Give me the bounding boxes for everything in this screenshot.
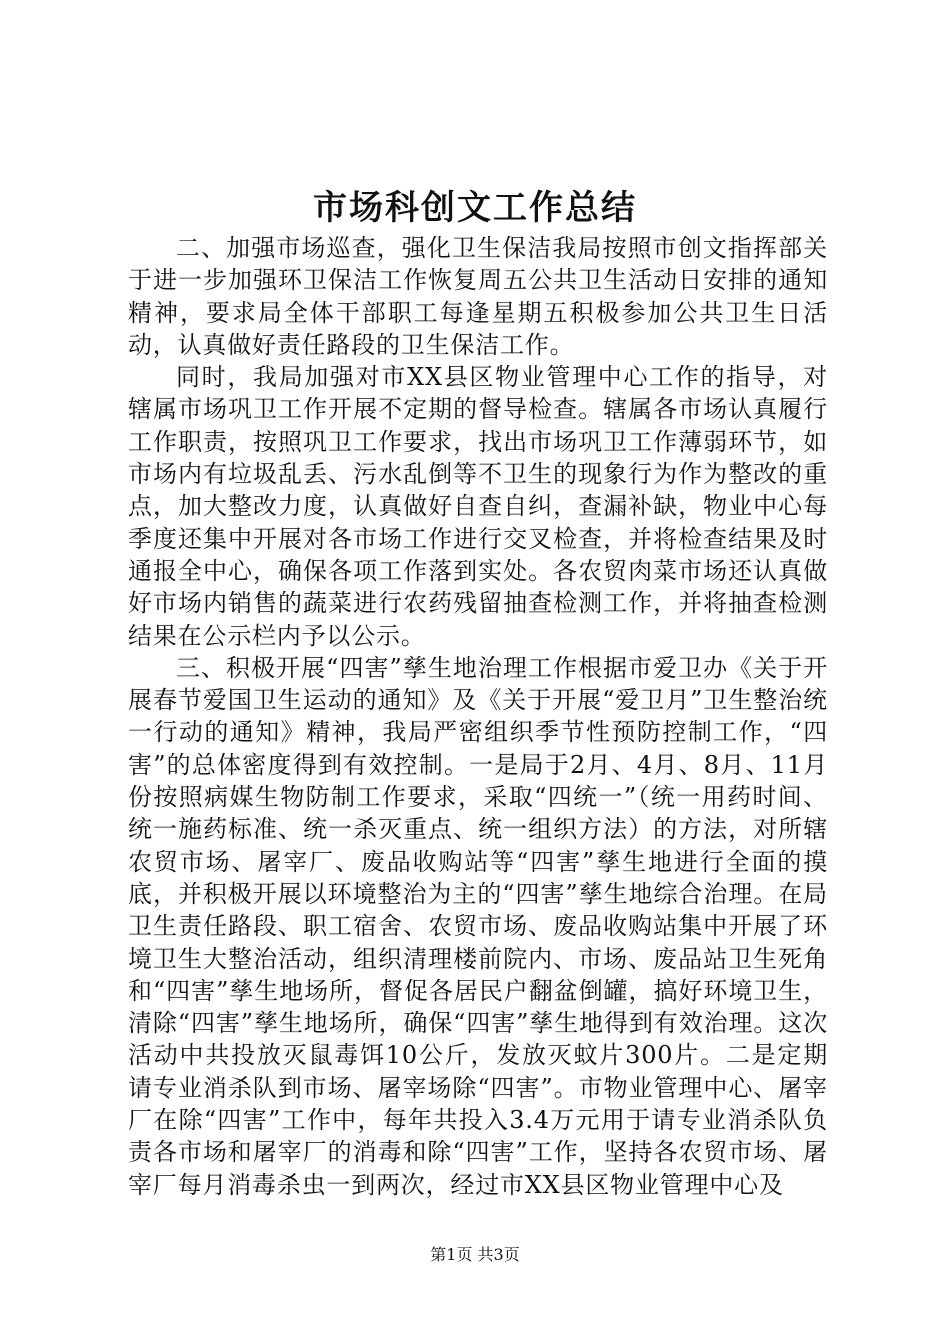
page-number-footer: 第1页 共3页	[430, 1245, 520, 1264]
body-paragraph-1: 二、加强市场巡查，强化卫生保洁我局按照市创文指挥部关于进一步加强环卫保洁工作恢复周五公共卫生活动日安排的通知精神，要求局全体干部职工每逢星期五积极参加公共卫生日活动，认真做好责任路段的卫生保洁工作。	[128, 234, 828, 359]
body-paragraph-2: 同时，我局加强对市XX县区物业管理中心工作的指导，对辖属市场巩卫工作开展不定期的督导检查。辖属各市场认真履行工作职责，按照巩卫工作要求，找出市场巩卫工作薄弱环节，如市场内有垃圾乱丢、污水乱倒等不卫生的现象行为作为整改的重点，加大整改力度，认真做好自查自纠，查漏补缺，物业中心每季度还集中开展对各市场工作进行交叉检查，并将检查结果及时通报全中心，确保各项工作落到实处。各农贸肉菜市场还认真做好市场内销售的蔬菜进行农药残留抽查检测工作，并将抽查检测结果在公示栏内予以公示。	[128, 363, 828, 650]
document-title: 市场科创文工作总结	[313, 188, 637, 228]
document-body	[128, 232, 828, 1201]
body-paragraph-3: 三、积极开展“四害”孳生地治理工作根据市爱卫办《关于开展春节爱国卫生运动的通知》及《关于开展“爱卫月”卫生整治统一行动的通知》精神，我局严密组织季节性预防控制工作，“四害”的总体密度得到有效控制。一是局于2月、4月、8月、11月份按照病媒生物防制工作要求，采取“四统一”（统一用药时间、统一施药标准、统一杀灭重点、统一组织方法）的方法，对所辖农贸市场、屠宰厂、废品收购站等“四害”孳生地进行全面的摸底，并积极开展以环境整治为主的“四害”孳生地综合治理。在局卫生责任路段、职工宿舍、农贸市场、废品收购站集中开展了环境卫生大整治活动，组织清理楼前院内、市场、废品站卫生死角和“四害”孳生地场所，督促各居民户翻盆倒罐，搞好环境卫生，清除“四害”孳生地场所，确保“四害”孳生地得到有效治理。这次活动中共投放灭鼠毒饵10公斤，发放灭蚊片300片。二是定期请专业消杀队到市场、屠宰场除“四害”。市物业管理中心、屠宰厂在除“四害”工作中，每年共投入3.4万元用于请专业消杀队负责各市场和屠宰厂的消毒和除“四害”工作，坚持各农贸市场、屠宰厂每月消毒杀虫一到两次，经过市XX县区物业管理中心及	[128, 653, 828, 1199]
